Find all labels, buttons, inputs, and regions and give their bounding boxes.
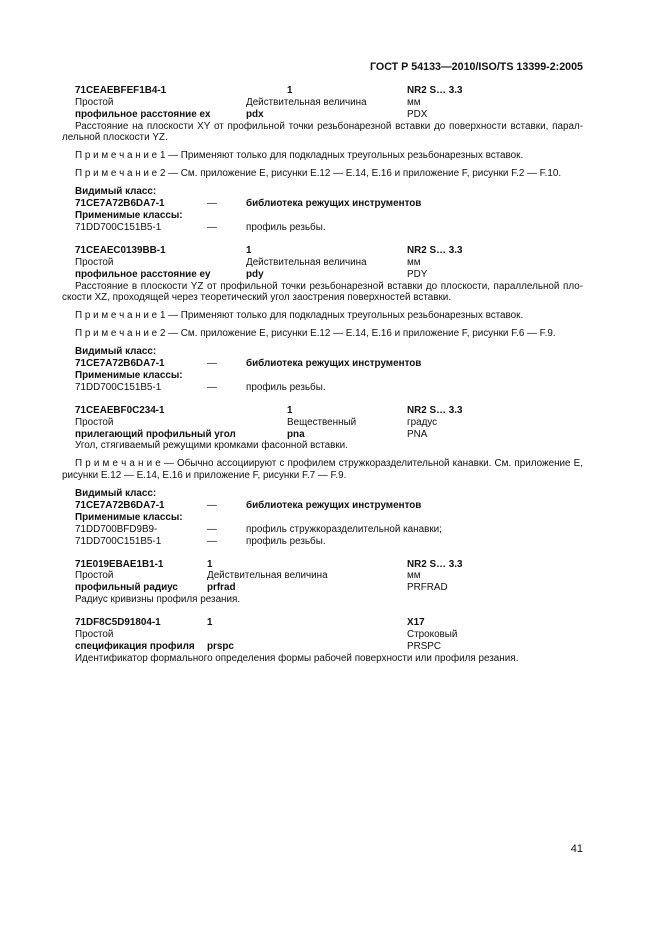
- entry-prspc: [62, 617, 583, 664]
- entry-type-row: [62, 570, 583, 582]
- class-name: библиотека режущих инструментов: [246, 500, 422, 512]
- entry-id-row: [62, 617, 583, 629]
- note-label: П р и м е ч а н и е: [75, 310, 158, 322]
- class-info: [62, 488, 583, 547]
- class-id: 71DD700C151B5-1: [75, 535, 162, 547]
- entry-unit: мм: [407, 96, 421, 108]
- entry-name-row: [62, 429, 583, 441]
- applicable-classes-label: Применимые классы:: [75, 210, 183, 222]
- entry-id: 71DF8C5D91804-1: [75, 617, 161, 629]
- entry-type-row: [62, 97, 583, 109]
- entry-version: 1: [246, 244, 252, 256]
- entry-short-name: prspc: [207, 640, 234, 652]
- entry-kind: Простой: [75, 570, 114, 582]
- entry-id-row: [62, 245, 583, 257]
- class-dash: —: [207, 500, 217, 512]
- entry-kind: Простой: [75, 416, 114, 428]
- note-text: 2 — См. приложение Е, рисунки Е.12 — Е.14, Е.16 и приложение F, рисунки F.2 — F.10.: [159, 168, 562, 180]
- entry-short-name: pdy: [246, 268, 264, 280]
- entry-name: профильное расстояние ex: [75, 108, 211, 120]
- entry-code: PRFRAD: [407, 582, 448, 594]
- applicable-classes-label-row: [62, 370, 583, 382]
- note-line: [62, 310, 583, 322]
- entry-type-row: [62, 257, 583, 269]
- entry-source: NR2 S… 3.3: [407, 404, 463, 416]
- class-info: [62, 346, 583, 393]
- entry-name-row: [62, 582, 583, 594]
- class-dash: —: [207, 535, 217, 547]
- entry-name-row: [62, 269, 583, 281]
- class-name: профиль резьбы.: [246, 381, 326, 393]
- class-name: профиль резьбы.: [246, 535, 326, 547]
- entry-name: профильное расстояние ey: [75, 268, 211, 280]
- class-dash: —: [207, 358, 217, 370]
- class-name: профиль стружкоразделительной канавки;: [246, 523, 442, 535]
- entry-id: 71CEAEC0139BB-1: [75, 244, 166, 256]
- entry-code: PDY: [407, 268, 428, 280]
- entry-short-name: prfrad: [207, 582, 236, 594]
- entry-unit: градус: [407, 416, 438, 428]
- class-dash: —: [207, 198, 217, 210]
- applicable-class-row: [62, 382, 583, 394]
- note-text: — Обычно ассоциируют с профилем стружкоразделительной канавки. См. приложение Е,: [163, 458, 583, 470]
- note-text: 1 — Применяют только для подкладных треугольных резьбонарезных вставок.: [159, 150, 524, 162]
- class-info: [62, 186, 583, 233]
- entry-code: PDX: [407, 108, 428, 120]
- note-line: рисунки Е.12 — Е.14, Е.16 и приложение F, рисунки F.7 — F.9.: [62, 470, 347, 482]
- entry-description: [62, 440, 583, 452]
- entry-version: 1: [207, 558, 213, 570]
- description-line: Расстояние в плоскости YZ от профильной точки резьбонарезной вставки до плоскости, параллельной пло-: [75, 280, 583, 292]
- visible-class-row: [62, 500, 583, 512]
- entry-type-row: [62, 417, 583, 429]
- entry-source: NR2 S… 3.3: [407, 558, 463, 570]
- description-line: Расстояние на плоскости XY от профильной точки резьбонарезной вставки до поверхности вставки, парал-: [75, 120, 583, 132]
- entry-version: 1: [287, 404, 293, 416]
- entry-value-type: Действительная величина: [246, 96, 367, 108]
- note-line: [62, 150, 583, 162]
- applicable-classes-label: Применимые классы:: [75, 511, 183, 523]
- note-label: П р и м е ч а н и е: [75, 168, 158, 180]
- note: [62, 328, 583, 340]
- entry-pdy: [62, 245, 583, 394]
- entry-kind: Простой: [75, 256, 114, 268]
- entry-description: [62, 281, 583, 305]
- class-name: библиотека режущих инструментов: [246, 358, 422, 370]
- visible-class-label: Видимый класс:: [75, 346, 157, 358]
- entry-name-row: [62, 109, 583, 121]
- entry-name: спецификация профиля: [75, 640, 195, 652]
- entry-name: профильный радиус: [75, 582, 178, 594]
- applicable-classes-label-row: [62, 512, 583, 524]
- visible-class-label-row: [62, 346, 583, 358]
- entry-unit: мм: [407, 256, 421, 268]
- visible-class-label: Видимый класс:: [75, 186, 157, 198]
- note-line: [62, 328, 583, 340]
- class-id: 71DD700C151B5-1: [75, 381, 162, 393]
- applicable-class-row: [62, 536, 583, 548]
- description-line: Идентификатор формального определения формы рабочей поверхности или профиля резания.: [75, 652, 519, 664]
- entry-value-type: Строковый: [407, 629, 458, 641]
- entry-code: PNA: [407, 428, 428, 440]
- entry-value-type: Действительная величина: [246, 256, 367, 268]
- visible-class-label-row: [62, 488, 583, 500]
- class-name: профиль резьбы.: [246, 221, 326, 233]
- class-dash: —: [207, 221, 217, 233]
- entry-description: [62, 653, 583, 665]
- note: [62, 150, 583, 162]
- description-line: скости XZ, проходящей через теоретический угол заострения поверхностей вставки.: [62, 292, 452, 304]
- entry-id-row: [62, 559, 583, 571]
- description-line: лельной плоскости YZ.: [62, 132, 168, 144]
- applicable-classes-label-row: [62, 210, 583, 222]
- note-label: П р и м е ч а н и е: [75, 458, 161, 470]
- page-content: [62, 85, 583, 664]
- class-dash: —: [207, 523, 217, 535]
- visible-class-row: [62, 358, 583, 370]
- entry-id: 71E019EBAE1B1-1: [75, 558, 164, 570]
- class-id: 71DD700BFD9B9-: [75, 523, 158, 535]
- note-text: 2 — См. приложение Е, рисунки Е.12 — Е.14, Е.16 и приложение F, рисунки F.6 — F.9.: [159, 328, 556, 340]
- page-number: 41: [570, 843, 583, 855]
- entry-code: PRSPC: [407, 640, 442, 652]
- entry-id-row: [62, 405, 583, 417]
- note-line: [62, 458, 583, 470]
- note: [62, 310, 583, 322]
- applicable-class-row: [62, 524, 583, 536]
- class-id: 71CE7A72B6DA7-1: [75, 500, 165, 512]
- applicable-class-row: [62, 222, 583, 234]
- entry-pna: [62, 405, 583, 548]
- entry-description: [62, 594, 583, 606]
- entry-source: NR2 S… 3.3: [407, 244, 463, 256]
- entry-version: 1: [207, 617, 213, 629]
- visible-class-label: Видимый класс:: [75, 488, 157, 500]
- description-line: Угол, стягиваемый режущими кромками фасонной вставки.: [75, 440, 348, 452]
- class-name: библиотека режущих инструментов: [246, 198, 422, 210]
- standard-header: ГОСТ Р 54133—2010/ISO/TS 13399-2:2005: [370, 61, 583, 73]
- class-dash: —: [207, 381, 217, 393]
- applicable-classes-label: Применимые классы:: [75, 370, 183, 381]
- visible-class-label-row: [62, 186, 583, 198]
- note-text: 1 — Применяют только для подкладных треугольных резьбонарезных вставок.: [159, 310, 524, 322]
- note-label: П р и м е ч а н и е: [75, 328, 158, 340]
- class-id: 71CE7A72B6DA7-1: [75, 198, 165, 210]
- class-id: 71DD700C151B5-1: [75, 221, 162, 233]
- entry-source: NR2 S… 3.3: [407, 85, 463, 97]
- visible-class-row: [62, 198, 583, 210]
- entry-kind: Простой: [75, 96, 114, 108]
- entry-id: 71CEAEBFEF1B4-1: [75, 85, 167, 97]
- entry-id-row: [62, 85, 583, 97]
- entry-short-name: pna: [287, 428, 305, 440]
- entry-kind: Простой: [75, 629, 114, 641]
- entry-name-row: [62, 641, 583, 653]
- entry-source: X17: [407, 617, 425, 629]
- entry-short-name: pdx: [246, 108, 264, 120]
- entry-prfrad: [62, 559, 583, 606]
- description-line: Радиус кривизны профиля резания.: [75, 594, 241, 606]
- note-label: П р и м е ч а н и е: [75, 150, 158, 162]
- note: [62, 168, 583, 180]
- note-line: [62, 168, 583, 180]
- entry-name: прилегающий профильный угол: [75, 428, 236, 440]
- entry-type-row: [62, 629, 583, 641]
- entry-version: 1: [287, 85, 293, 97]
- entry-pdx: [62, 85, 583, 234]
- entry-id: 71CEAEBF0C234-1: [75, 404, 165, 416]
- class-id: 71CE7A72B6DA7-1: [75, 358, 165, 370]
- entry-unit: мм: [407, 570, 421, 582]
- entry-description: [62, 121, 583, 145]
- entry-value-type: Действительная величина: [207, 570, 328, 582]
- entry-value-type: Вещественный: [287, 416, 357, 428]
- note: [62, 458, 583, 482]
